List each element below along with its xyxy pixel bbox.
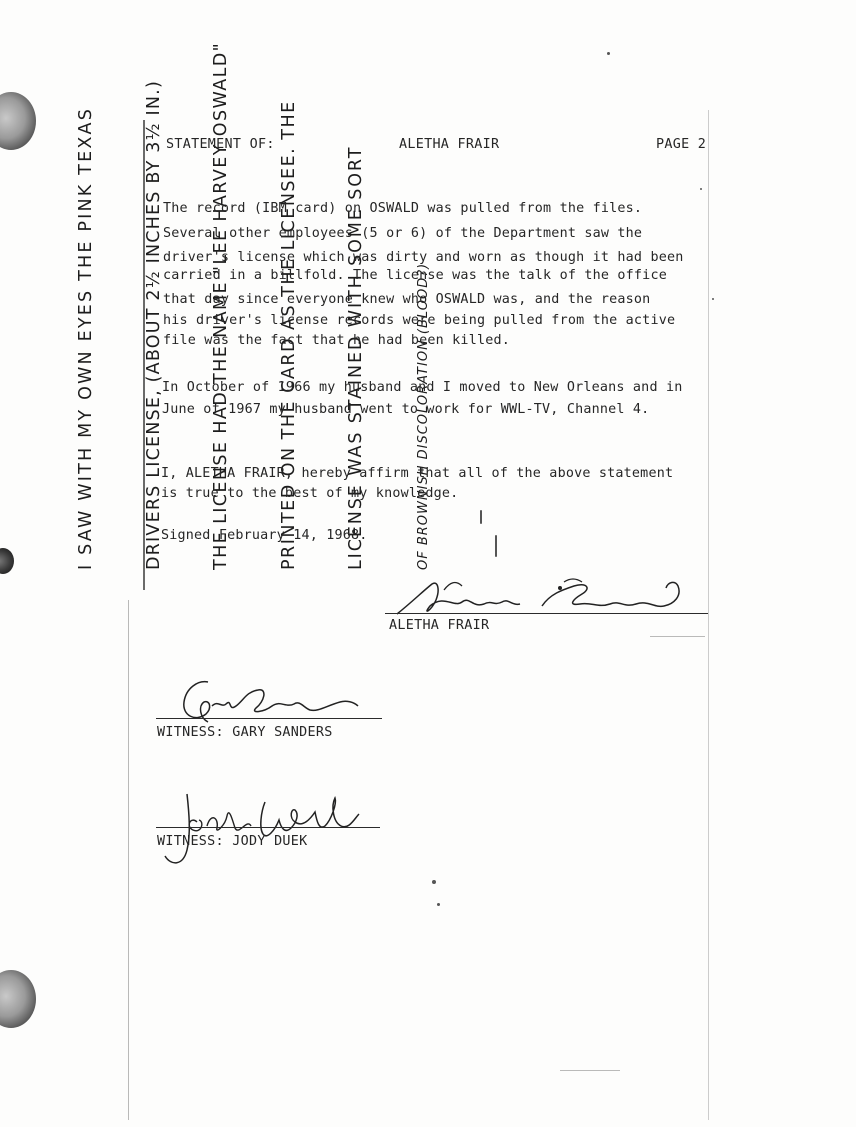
scan-speck [607, 52, 610, 55]
text-line: carried in a billfold. The license was the talk of the office [163, 268, 667, 283]
text-line: that day since everyone knew who OSWALD was, and the reason [163, 292, 651, 307]
text-line: In October of 1966 my husband and I moved to New Orleans and in [162, 380, 683, 395]
affiant-name-label: ALETHA FRAIR [389, 618, 490, 633]
signed-date: Signed February 14, 1968. [161, 528, 368, 543]
right-edge-rule [708, 110, 709, 1120]
binder-hole-middle [0, 548, 14, 574]
witness-gary-signature [168, 672, 368, 732]
affiant-signature-line [385, 613, 708, 614]
binder-hole-bottom [0, 970, 36, 1028]
scan-speck [480, 510, 482, 524]
witness-jody-line [156, 827, 380, 828]
text-line: driver's license which was dirty and worn as though it had been [163, 250, 684, 265]
text-line: file was the fact that he had been killed. [163, 333, 510, 348]
margin-note-line: DRIVERS LICENSE, (ABOUT 2½ INCHES BY 3½ IN.) [143, 80, 164, 570]
page-number: PAGE 2 [656, 137, 707, 152]
witness-gary-label: WITNESS: GARY SANDERS [157, 725, 333, 740]
witness-gary-line [156, 718, 382, 719]
scan-speck [432, 880, 436, 884]
scan-speck [560, 1070, 620, 1071]
text-line: I, ALETHA FRAIR, hereby affirm that all of the above statement [161, 466, 674, 481]
text-line: his driver's license records were being pulled from the active [163, 313, 676, 328]
margin-note-line: THE LICENSE HAD THE NAME "LEE HARVEY OSWALD" [211, 41, 231, 570]
text-line: June of 1967 my husband went to work for WWL-TV, Channel 4. [162, 402, 650, 417]
margin-note-line: OF BROWNISH DISCOLORATION (BLOOD?) [415, 262, 431, 570]
scan-speck [437, 903, 440, 906]
statement-name: ALETHA FRAIR [399, 137, 500, 152]
text-line: The record (IBM card) on OSWALD was pulled from the files. [163, 201, 643, 216]
margin-note-line: PRINTED ON THE CARD AS THE LICENSEE. THE [278, 100, 299, 570]
scan-speck [712, 298, 714, 300]
statement-of-label: STATEMENT OF: [166, 137, 275, 152]
margin-note-line: I SAW WITH MY OWN EYES THE PINK TEXAS [76, 107, 96, 570]
scan-speck [495, 535, 497, 557]
witness-jody-label: WITNESS: JODY DUEK [157, 834, 308, 849]
scan-speck [650, 636, 705, 637]
affiant-signature [392, 572, 692, 622]
scan-speck [700, 188, 702, 190]
text-line: is true to the best of my knowledge. [161, 486, 459, 501]
margin-note-line: LICENSE WAS STAINED WITH SOME SORT [346, 145, 366, 570]
margin-rule-lower [128, 600, 129, 1120]
text-line: Several other employees (5 or 6) of the Department saw the [163, 226, 643, 241]
